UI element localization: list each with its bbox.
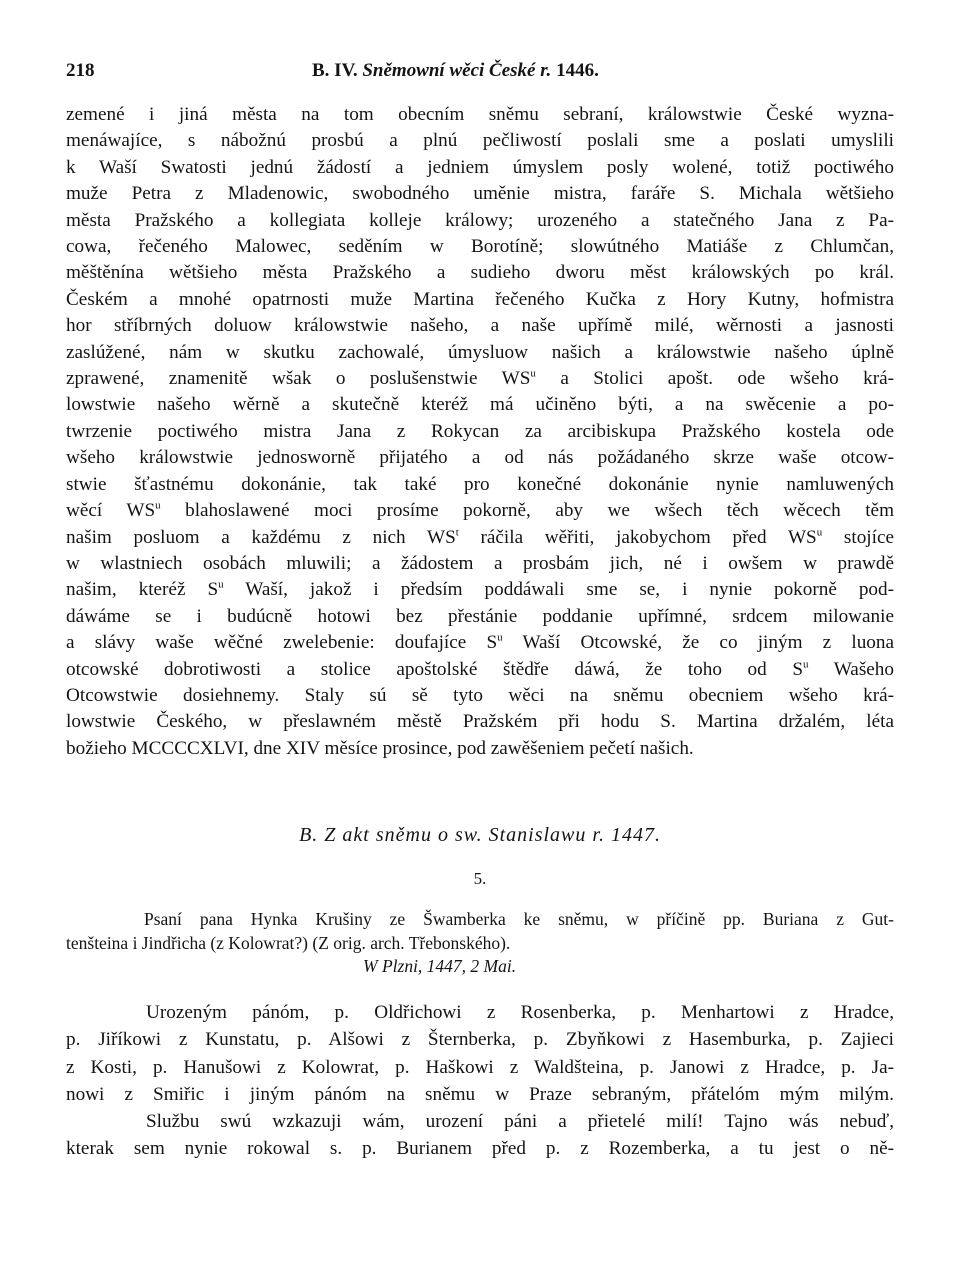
text-line: zprawené, znamenitě wšak o poslušenstwie $WS^u$ a Stolici apošt. ode wšeho krá- xyxy=(66,367,894,390)
text-line: twrzenie poctiwého mistra Jana z Rokycan za arcibiskupa Pražského kostela ode xyxy=(66,420,894,442)
page-number: 218 xyxy=(66,60,95,81)
text-line: muže Petra z Mladenowic, swobodného uměnie mistra, faráře S. Michala wětšieho xyxy=(66,183,894,205)
document-heading-line: tenšteina i Jindřicha (z Kolowrat?) (Z orig. arch. Třebonského). xyxy=(66,933,511,954)
superscript-abbreviation: u xyxy=(497,631,503,644)
main-text-paragraph xyxy=(66,102,894,762)
text-line: k Waší Swatosti jednú žádostí a jedniem úmyslem posly wolené, totiž poctiwého xyxy=(66,156,894,178)
superscript-abbreviation: u xyxy=(155,499,161,512)
document-heading xyxy=(66,907,894,955)
running-head-roman: B. IV. xyxy=(312,60,358,81)
superscript-abbreviation: t xyxy=(455,526,459,539)
text-line: božieho MCCCCXLVI, dne XIV měsíce prosince, pod zawěšeniem pečetí našich. xyxy=(66,737,694,759)
document-dateline: W Plzni, 1447, 2 Mai. xyxy=(363,956,517,977)
document-number: 5. xyxy=(473,869,487,889)
section-title: B. Z akt sněmu o sw. Stanislawu r. 1447. xyxy=(299,824,661,847)
text-line: w wlastniech osobách mluwili; a žádostem a prosbám jich, né i owšem w prawdě xyxy=(66,552,894,574)
text-line: Českém a mnohé opatrnosti muže Martina řečeného Kučka z Hory Kutny, hofmistra xyxy=(66,288,894,310)
text-line: lowstwie Českého, w přeslawném městě Pražském při hodu S. Martina držalém, léta xyxy=(66,711,894,733)
text-line: našim, kteréž $S^u$ Waší, jakož i předsím poddáwali sme se, i nynie pokorně pod- xyxy=(66,578,895,601)
text-line: nowi z Smiřic i jiným pánóm na sněmu w Praze sebraným, přátelóm mým milým. xyxy=(66,1083,894,1105)
document-heading-line: Psaní pana Hynka Krušiny ze Šwamberka ke sněmu, w příčině pp. Buriana z Gut- xyxy=(144,909,894,930)
text-line: stwie šťastnému dokonánie, tak také pro konečné dokonánie nynie namluwených xyxy=(66,473,894,495)
text-line: města Pražského a kollegiata kolleje králowy; urozeného a statečného Jana z Pa- xyxy=(66,209,894,231)
text-line: a slávy waše wěčné zwelebenie: doufajíce $S^u$ Waší Otcowské, že co jiným z luona xyxy=(66,631,894,654)
text-line: menáwajíce, s nábožnú prosbú a plnú pečliwostí poslali sme a poslati umyslili xyxy=(66,130,894,152)
text-line: dáwáme se i budúcně hotowi bez přestánie poddanie upřímné, srdcem milowanie xyxy=(66,605,894,627)
text-line: otcowské dobrotiwosti a stolice apoštolské štědře dáwá, že toho od $S^u$ Wašeho xyxy=(66,658,894,680)
text-line: zaslúžené, nám w skutku zachowalé, úmysluow našich a králowstwie našeho úplně xyxy=(66,341,894,363)
text-line: zemené i jiná města na tom obecním sněmu sebraní, králowstwie České wyzna- xyxy=(66,104,894,125)
running-head-italic: Sněmowní wěci České r. xyxy=(362,60,552,81)
running-head-year: 1446. xyxy=(556,60,599,81)
text-line: Urozeným pánóm, p. Oldřichowi z Rosenberka, p. Menhartowi z Hradce, xyxy=(146,1002,894,1024)
text-line: z Kosti, p. Hanušowi z Kolowrat, p. Haškowi z Waldšteina, p. Janowi z Hradce, p. Ja- xyxy=(66,1056,894,1078)
superscript-abbreviation: u xyxy=(816,526,823,539)
running-head-title xyxy=(312,60,599,82)
superscript-abbreviation: u xyxy=(803,658,809,671)
text-line: cowa, řečeného Malowec, seděním w Borotíně; slowútného Matiáše z Chlumčan, xyxy=(66,236,894,258)
superscript-abbreviation: u xyxy=(218,578,224,591)
text-line: hor stříbrných doluow králowstwie našeho, a naše upřímě milé, wěrnosti a jasnosti xyxy=(66,315,894,337)
text-line: lowstwie našeho wěrně a skutečně kteréž má učiněno býti, a na swěcenie a po- xyxy=(66,394,894,416)
text-line: wěcí $WS^u$ blahoslawené moci prosíme pokorně, aby we wšech těch wěcech těm xyxy=(66,499,894,522)
text-line: kterak sem nynie rokowal s. p. Burianem před p. z Rozemberka, a tu jest o ně- xyxy=(66,1138,894,1160)
text-line: měštěnína wětšieho města Pražského a sudieho dworu měst králowských po král. xyxy=(66,262,894,284)
text-line: našim posluom a každému z nich $WS^t$ ráčila wěřiti, jakobychom před $WS^u$ stojíce xyxy=(66,526,894,548)
text-line: Službu swú wzkazuji wám, urození páni a přietelé milí! Tajno wás nebuď, xyxy=(146,1110,894,1132)
running-head xyxy=(66,60,894,92)
letter-text-paragraph xyxy=(66,999,894,1162)
text-line: wšeho králowstwie jednosworně přijatého a od nás požádaného skrze waše otcow- xyxy=(66,447,894,469)
text-line: Otcowstwie dosiehnemy. Staly sú sě tyto wěci na sněmu obecniem wšeho krá- xyxy=(66,684,894,706)
text-line: p. Jiříkowi z Kunstatu, p. Alšowi z Šternberka, p. Zbyňkowi z Hasemburka, p. Zajieci xyxy=(66,1029,894,1051)
superscript-abbreviation: u xyxy=(530,367,536,380)
